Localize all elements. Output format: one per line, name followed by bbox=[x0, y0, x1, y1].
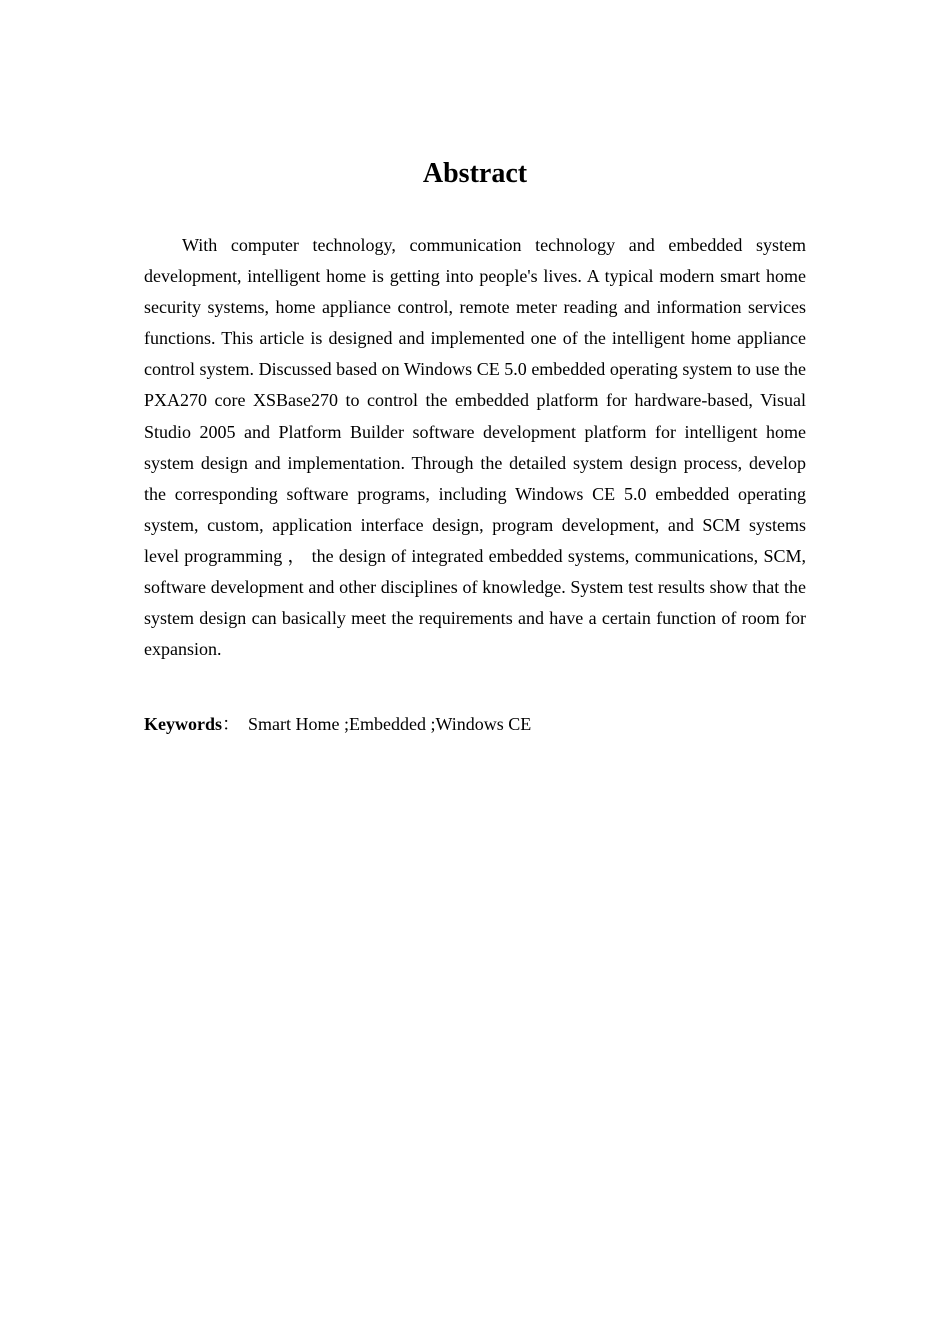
keywords-value: Smart Home ;Embedded ;Windows CE bbox=[248, 714, 532, 734]
keywords-separator: ： bbox=[222, 714, 240, 734]
keywords-line bbox=[144, 709, 806, 740]
abstract-body: With computer technology, communication technology and embedded system development, intelligent home is getting into people's lives. A typical modern smart home security systems, home appliance control, remote meter reading and information services functions. This article is designed and implemented one of the intelligent home appliance control system. Discussed based on Windows CE 5.0 embedded operating system to use the PXA270 core XSBase270 to control the embedded platform for hardware-based, Visual Studio 2005 and Platform Builder software development platform for intelligent home system design and implementation. Through the detailed system design process, develop the corresponding software programs, including Windows CE 5.0 embedded operating system, custom, application interface design, program development, and SCM systems level programming ， the design of integrated embedded systems, communications, SCM, software development and other disciplines of knowledge. System test results show that the system design can basically meet the requirements and have a certain function of room for expansion. bbox=[144, 235, 806, 660]
abstract-title: Abstract bbox=[422, 158, 528, 189]
keywords-label: Keywords bbox=[144, 714, 222, 734]
